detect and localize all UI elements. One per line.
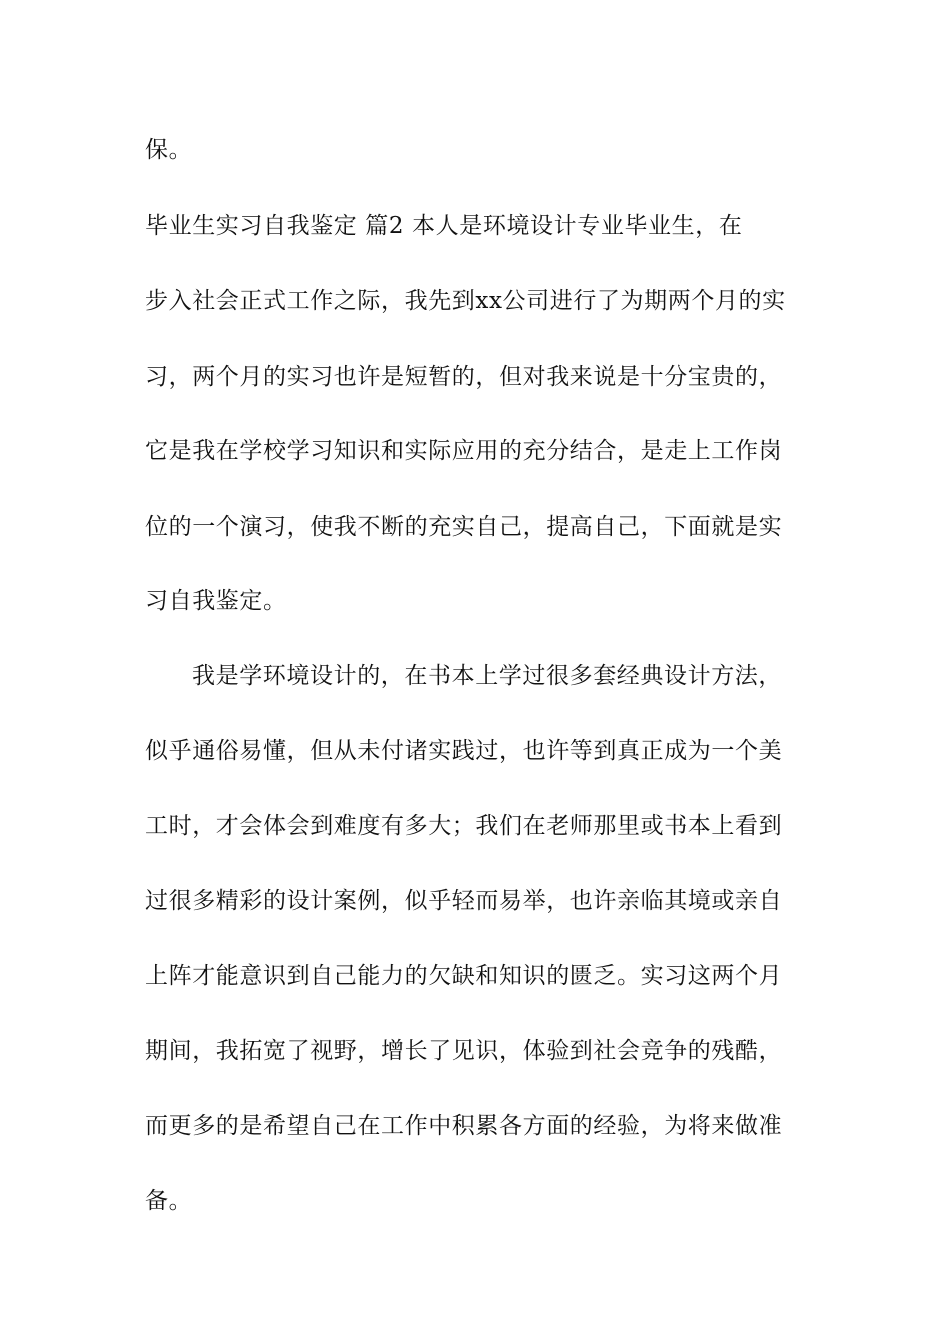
text-line-12: 上阵才能意识到自己能力的欠缺和知识的匮乏。实习这两个月 [145, 963, 783, 989]
text-line-6: 位的一个演习，使我不断的充实自己，提高自己，下面就是实 [145, 514, 783, 540]
text-line-13: 期间，我拓宽了视野，增长了见识，体验到社会竞争的残酷， [145, 1038, 783, 1064]
text-line-10: 工时，才会体会到难度有多大；我们在老师那里或书本上看到 [145, 813, 783, 839]
text-line-8: 我是学环境设计的，在书本上学过很多套经典设计方法， [192, 663, 782, 689]
text-line-1: 保。 [145, 137, 193, 163]
text-line-4: 习，两个月的实习也许是短暂的，但对我来说是十分宝贵的， [145, 364, 783, 390]
text-line-3: 步入社会正式工作之际，我先到xx公司进行了为期两个月的实 [145, 288, 786, 314]
text-line-14: 而更多的是希望自己在工作中积累各方面的经验，为将来做准 [145, 1113, 783, 1139]
text-line-11: 过很多精彩的设计案例，似乎轻而易举，也许亲临其境或亲自 [145, 888, 783, 914]
text-line-5: 它是我在学校学习知识和实际应用的充分结合，是走上工作岗 [145, 438, 783, 464]
text-line-15: 备。 [145, 1188, 193, 1214]
text-line-7: 习自我鉴定。 [145, 588, 287, 614]
text-line-9: 似乎通俗易懂，但从未付诸实践过，也许等到真正成为一个美 [145, 738, 783, 764]
text-line-2: 毕业生实习自我鉴定 篇2 本人是环境设计专业毕业生，在 [145, 213, 743, 239]
